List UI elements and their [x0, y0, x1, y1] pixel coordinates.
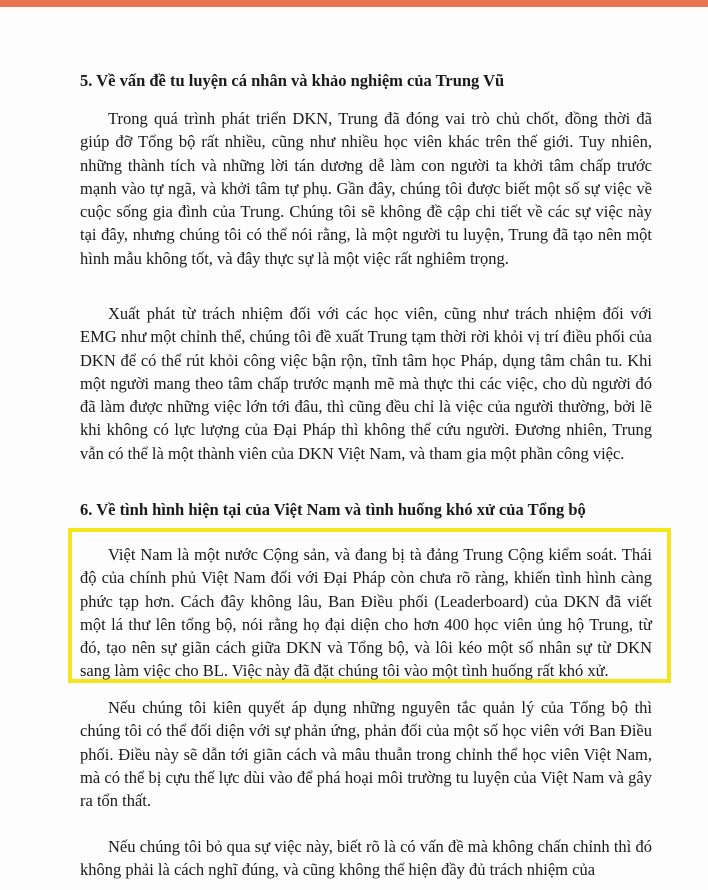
section-5-paragraph-1: Trong quá trình phát triển DKN, Trung đã đóng vai trò chủ chốt, đồng thời đã giúp đỡ Tổng bộ rất nhiều, cũng như nhiều học viên khác trên thế giới. Tuy nhiên, những thành tích và những lời tán dương dễ làm con người ta khởi tâm chấp trước mạnh vào tự ngã, và khởi tâm tự phụ. Gần đây, chúng tôi được biết một số sự việc về cuộc sống gia đình của Trung. Chúng tôi sẽ không đề cập chi tiết về các sự việc này tại đây, nhưng chúng tôi có thể nói rằng, là một người tu luyện, Trung đã tạo nên một hình mẫu không tốt, và đây thực sự là một việc rất nghiêm trọng.	[80, 109, 652, 268]
section-6-heading: 6. Về tình hình hiện tại của Việt Nam và tình huống khó xử của Tổng bộ	[80, 500, 586, 519]
section-6-paragraph-2: Nếu chúng tôi kiên quyết áp dụng những nguyên tắc quản lý của Tổng bộ thì chúng tôi có thể đối diện với sự phản ứng, phản đối của một số học viên với Ban Điều phối. Điều này sẽ dẫn tới giãn cách và mâu thuẫn trong chỉnh thể học viên Việt Nam, mà có thể bị cựu thế lực dùi vào để phá hoại môi trường tu luyện của Việt Nam và gây ra tổn thất.	[80, 698, 652, 811]
section-6-paragraph-3: Nếu chúng tôi bỏ qua sự việc này, biết rõ là có vấn đề mà không chấn chỉnh thì đó không phải là cách nghĩ đúng, và cũng không thể hiện đầy đủ trách nhiệm của	[80, 837, 652, 880]
highlighted-paragraph: Việt Nam là một nước Cộng sản, và đang bị tà đảng Trung Cộng kiểm soát. Thái độ của chính phủ Việt Nam đối với Đại Pháp còn chưa rõ ràng, khiến tình hình càng phức tạp hơn. Cách đây không lâu, Ban Điều phối (Leaderboard) của DKN đã viết một lá thư lên tổng bộ, nói rằng họ đại diện cho hơn 400 học viên ủng hộ Trung, từ đó, tạo nên sự giãn cách giữa DKN và Tổng bộ, và lôi kéo một số nhân sự từ DKN sang làm việc cho BL. Việc này đã đặt chúng tôi vào một tình huống rất khó xử.	[80, 545, 652, 681]
section-5-paragraph-2: Xuất phát từ trách nhiệm đối với các học viên, cũng như trách nhiệm đối với EMG như một chỉnh thể, chúng tôi đề xuất Trung tạm thời rời khỏi vị trí điều phối của DKN để có thể rút khỏi công việc bận rộn, tĩnh tâm học Pháp, dụng tâm chân tu. Khi một người mang theo tâm chấp trước mạnh mẽ mà thực thi các việc, cho dù người đó đã làm được những việc lớn tới đâu, thì cũng đều chỉ là việc của người thường, bởi lẽ khi không có lực lượng của Đại Pháp thì không thể cứu người. Đương nhiên, Trung vẫn có thể là một thành viên của DKN Việt Nam, và tham gia một phần công việc.	[80, 304, 652, 463]
top-accent-bar	[0, 0, 708, 7]
section-5-heading: 5. Về vấn đề tu luyện cá nhân và khảo nghiệm của Trung Vũ	[80, 71, 505, 90]
document-page	[0, 7, 708, 890]
